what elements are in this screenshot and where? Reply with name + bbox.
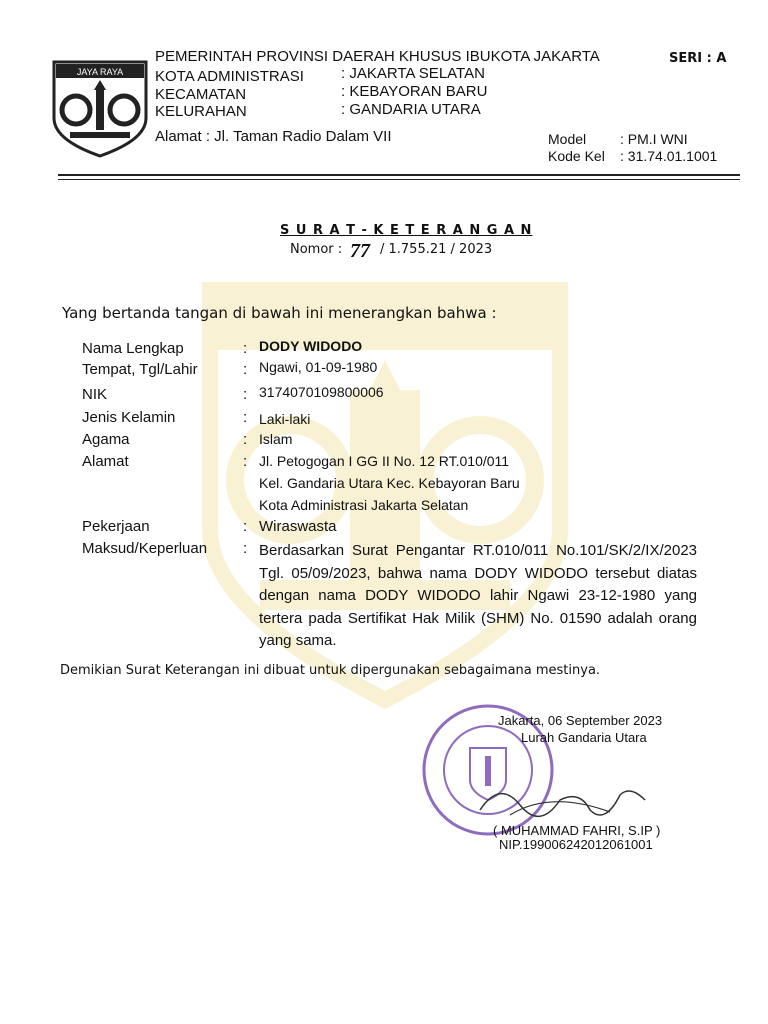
closing-text: Demikian Surat Keterangan ini dibuat untuk dipergunakan sebagaimana mestinya. [60,663,601,678]
nomor-number: 77 [350,240,370,262]
logo-text: JAYA RAYA [76,67,124,77]
alamat-line-2: Kel. Gandaria Utara Kec. Kebayoran Baru [259,475,520,491]
maksud-value: Berdasarkan Surat Pengantar RT.010/011 No.101/SK/2/IX/2023 Tgl. 05/09/2023, bahwa nama DODY WIDODO tersebut diatas dengan nama DODY WIDODO lahir Ngawi 23-12-1980 yang tertera pada Sertifikat Hak Milik (SHM) No. 01590 adalah orang yang sama. [259,542,697,649]
office-address: Alamat : Jl. Taman Radio Dalam VII [155,128,392,145]
nik-label: NIK [82,386,108,403]
pekerjaan-colon: : [243,518,248,535]
signature-place-date: Jakarta, 06 September 2023 [498,713,663,728]
kelurahan-label: KELURAHAN [155,103,247,120]
nik-colon: : [243,386,248,403]
jenis-kelamin-value: Laki-laki [259,411,311,427]
kelurahan-value: : GANDARIA UTARA [341,101,481,118]
ttl-colon: : [243,361,248,378]
kecamatan-value: : KEBAYORAN BARU [341,83,488,100]
pekerjaan-value: Wiraswasta [259,518,337,535]
maksud-label: Maksud/Keperluan [82,540,208,557]
intro-text: Yang bertanda tangan di bawah ini menerangkan bahwa : [62,304,497,322]
nama-label: Nama Lengkap [82,340,184,357]
jenis-kelamin-label: Jenis Kelamin [82,409,176,426]
nomor-label: Nomor : [290,242,343,257]
kota-label: KOTA ADMINISTRASI [155,68,304,85]
seri-label: SERI : A [669,51,727,66]
header-rule-thick [58,174,740,176]
signatory-name: ( MUHAMMAD FAHRI, S.IP ) [493,823,661,838]
ttl-label: Tempat, Tgl/Lahir [82,361,198,378]
alamat-line-3: Kota Administrasi Jakarta Selatan [259,497,469,513]
kecamatan-label: KECAMATAN [155,86,247,103]
alamat-colon: : [243,453,248,470]
alamat-line-1: Jl. Petogogan I GG II No. 12 RT.010/011 [259,453,510,469]
agama-colon: : [243,431,248,448]
nomor-rest: / 1.755.21 / 2023 [380,242,493,257]
pekerjaan-label: Pekerjaan [82,518,150,535]
kota-value: : JAKARTA SELATAN [341,65,485,82]
nama-value: DODY WIDODO [259,338,363,354]
header-government: PEMERINTAH PROVINSI DAERAH KHUSUS IBUKOTA JAKARTA [155,48,600,65]
signatory-nip: NIP.199006242012061001 [499,837,653,852]
header-rule-thin [58,179,740,180]
signature-position: Lurah Gandaria Utara [521,730,647,745]
jenis-kelamin-colon: : [243,409,248,426]
model-value: : PM.I WNI [620,131,688,147]
document-title: S U R A T - K E T E R A N G A N [280,223,533,238]
kode-label: Kode Kel [548,148,605,164]
jakarta-logo [50,58,150,158]
kode-value: : 31.74.01.1001 [620,148,718,164]
model-label: Model [548,131,587,147]
nama-colon: : [243,340,248,357]
agama-value: Islam [259,431,293,447]
maksud-colon: : [243,540,248,557]
agama-label: Agama [82,431,130,448]
ttl-value: Ngawi, 01-09-1980 [259,359,378,375]
alamat-label: Alamat [82,453,129,470]
handwritten-signature [470,770,650,830]
nik-value: 3174070109800006 [259,384,384,400]
